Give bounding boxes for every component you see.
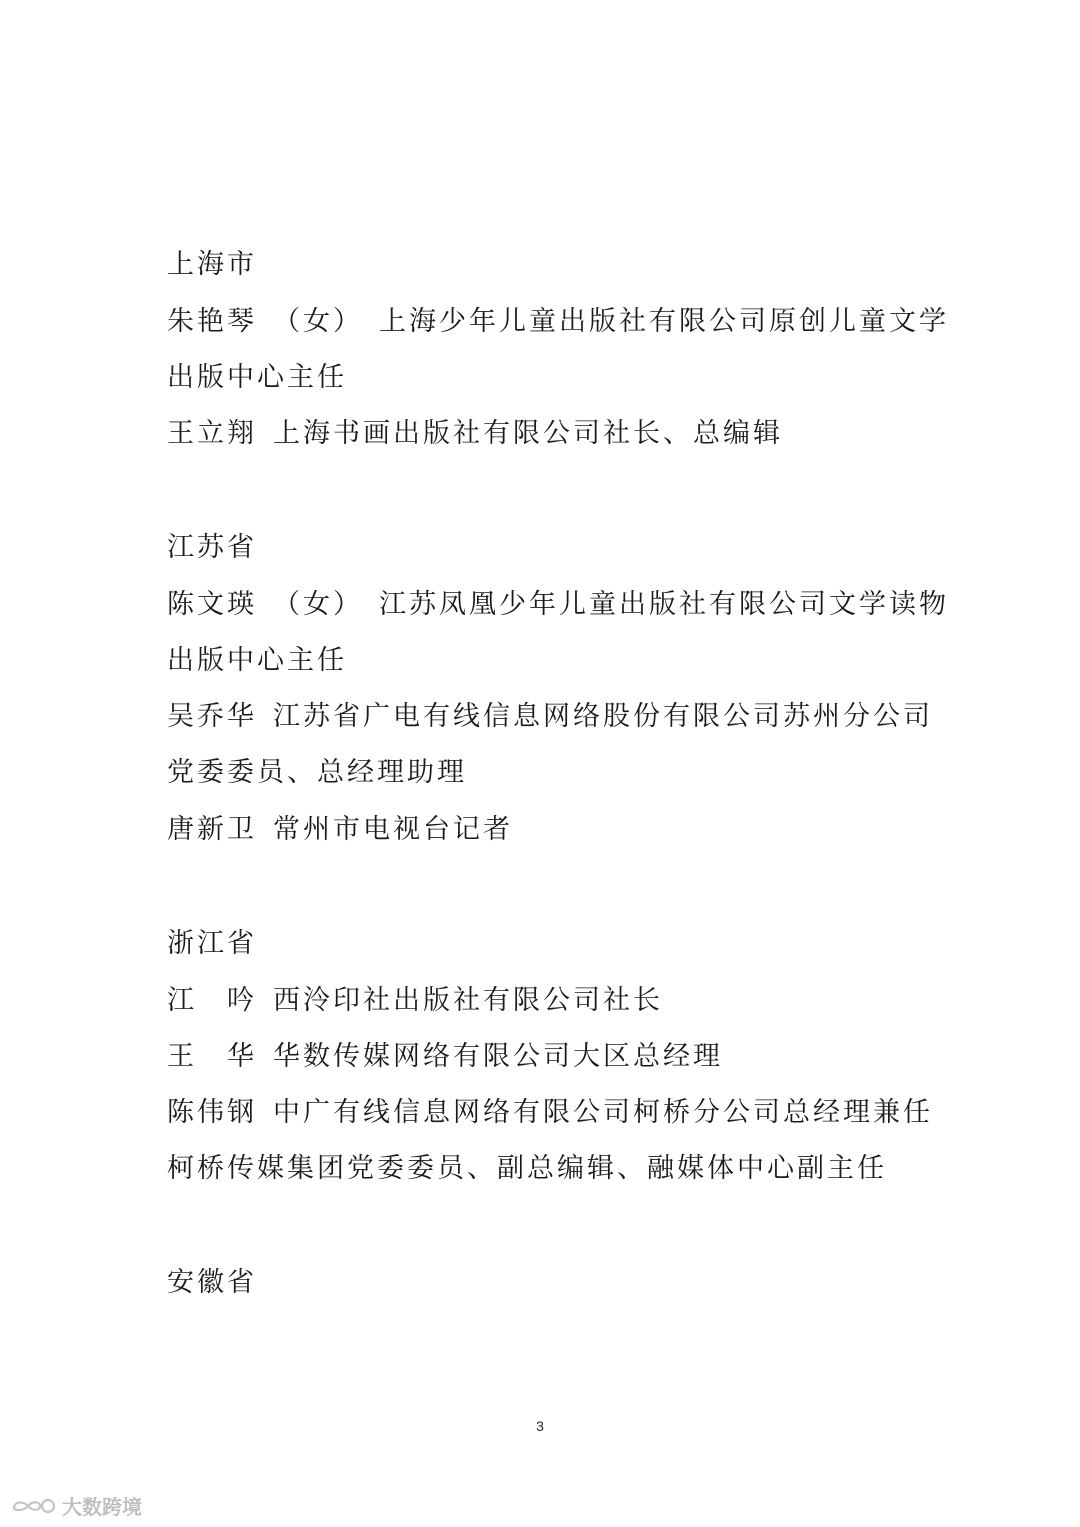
person-name: 陈伟钢	[167, 1097, 257, 1128]
entry-line	[167, 589, 949, 621]
entry-line	[167, 701, 933, 733]
entry-line	[167, 1097, 933, 1129]
person-name: 江 吟	[167, 985, 257, 1016]
section-heading-shanghai: 上海市	[167, 249, 257, 280]
person-name: 唐新卫	[167, 814, 257, 845]
entry-continuation: 柯桥传媒集团党委委员、副总编辑、融媒体中心副主任	[167, 1153, 887, 1184]
section-heading-zhejiang: 浙江省	[167, 928, 257, 959]
person-title: 上海书画出版社有限公司社长、总编辑	[273, 418, 783, 449]
infinity-logo-icon	[10, 1494, 58, 1518]
person-name: 王 华	[167, 1041, 257, 1072]
page-number: 3	[536, 1418, 544, 1434]
entry-continuation: 出版中心主任	[167, 645, 347, 676]
watermark	[10, 1491, 142, 1520]
person-note: （女）	[273, 589, 363, 620]
person-name: 吴乔华	[167, 701, 257, 732]
entry-line	[167, 814, 513, 846]
entry-line	[167, 1041, 723, 1073]
person-title: 华数传媒网络有限公司大区总经理	[273, 1041, 723, 1072]
person-name: 王立翔	[167, 418, 257, 449]
entry-line	[167, 985, 663, 1017]
person-title: 上海少年儿童出版社有限公司原创儿童文学	[379, 306, 949, 337]
person-title: 常州市电视台记者	[273, 814, 513, 845]
person-note: （女）	[273, 306, 363, 337]
entry-line	[167, 418, 783, 450]
section-heading-anhui: 安徽省	[167, 1267, 257, 1298]
entry-continuation: 党委委员、总经理助理	[167, 757, 467, 788]
section-heading-jiangsu: 江苏省	[167, 532, 257, 563]
person-title: 江苏省广电有线信息网络股份有限公司苏州分公司	[273, 701, 933, 732]
person-name: 朱艳琴	[167, 306, 257, 337]
entry-line	[167, 306, 949, 338]
person-title: 江苏凤凰少年儿童出版社有限公司文学读物	[379, 589, 949, 620]
person-name: 陈文瑛	[167, 589, 257, 620]
person-title: 西泠印社出版社有限公司社长	[273, 985, 663, 1016]
entry-continuation: 出版中心主任	[167, 362, 347, 393]
watermark-text: 大数跨境	[62, 1495, 142, 1519]
person-title: 中广有线信息网络有限公司柯桥分公司总经理兼任	[273, 1097, 933, 1128]
